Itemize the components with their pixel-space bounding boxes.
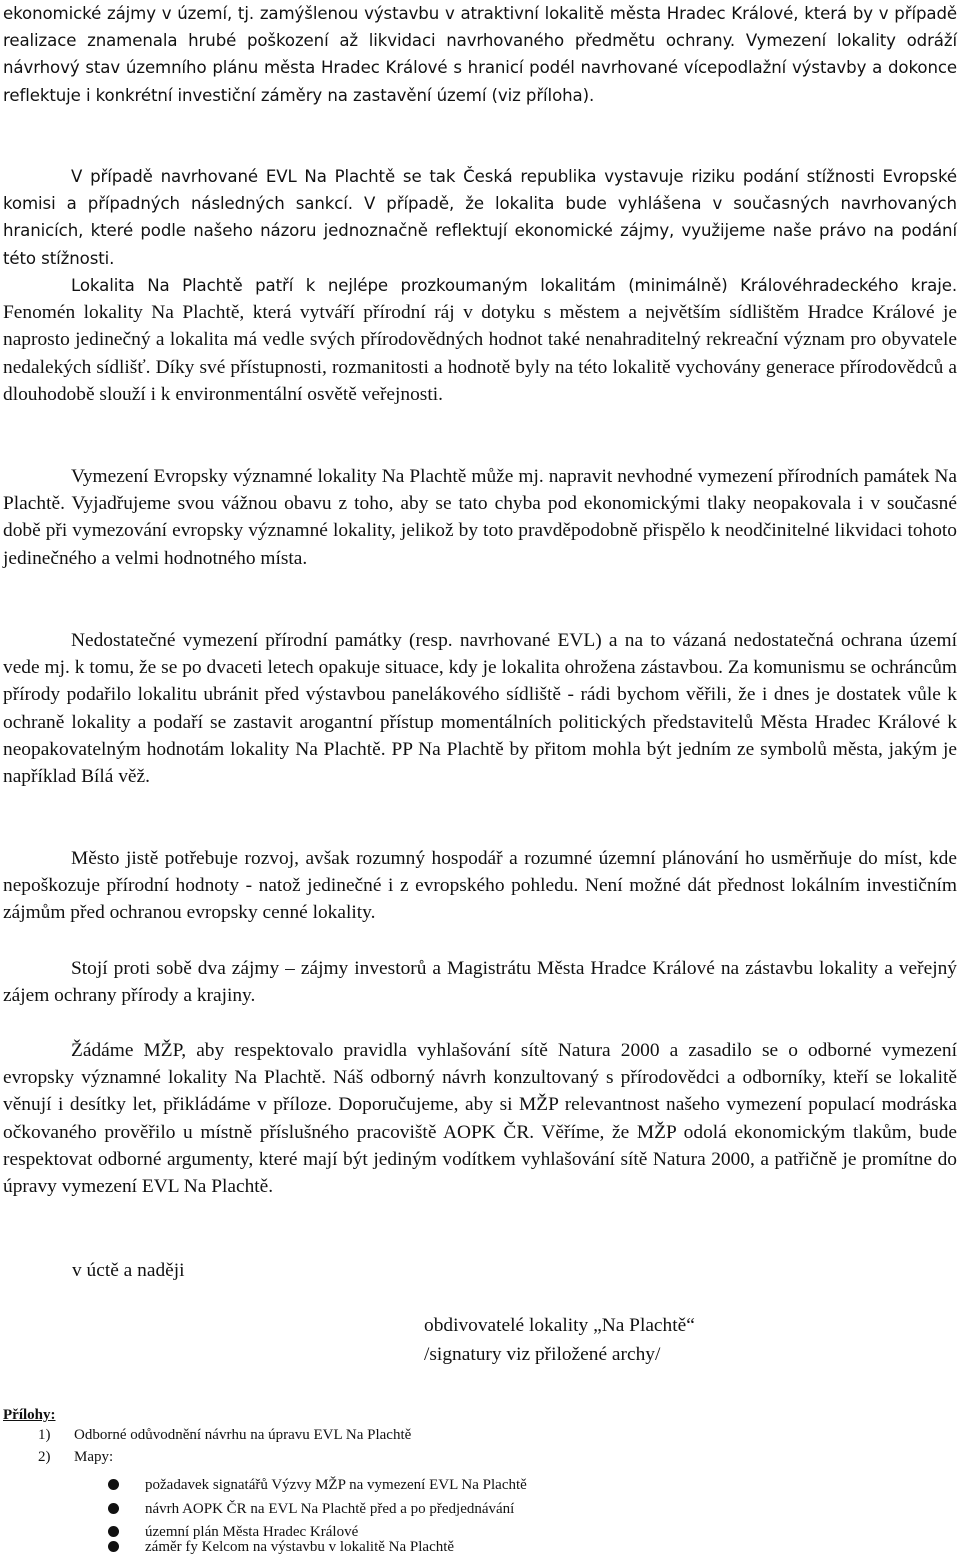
paragraph-economic-interests: ekonomické zájmy v území, tj. zamýšlenou výstavbu v atraktivní lokalitě města Hradec Králové, která by v případě realizace znamenala hrubé poškození až likvidaci navrhovaného předmětu ochrany. Vymezení lokality odráží návrhový stav územního plánu města Hradec Králové s hranicí podél navrhované vícepodlažní výstavby a dokonce reflektuje i konkrétní investiční záměry na zastavění území (viz příloha). [3,4,957,105]
signature-line-1: obdivovatelé lokality „Na Plachtě“ [424,1315,695,1336]
bullet-icon [108,1526,119,1537]
attachments-heading: Přílohy: [3,1407,56,1423]
attachment-item [38,1425,411,1445]
paragraph-complaint-risk [3,163,957,272]
paragraph-city-development: Město jistě potřebuje rozvoj, avšak rozumný hospodář a rozumné územní plánování ho usměrňuje do míst, kde nepoškozuje přírodní hodnoty - natož jedinečné i z evropského pohledu. Není možné dát přednost lokálním investičním zájmům před ochranou evropsky cenné lokality. [3,848,957,924]
paragraph-locality-part2: Fenomén lokality Na Plachtě, která vytváří přírodní ráj v dotyku s městem a největším sídlištěm Hradce Králové je naprosto jedinečný a lokalita má vedle svých přírodovědných hodnot také nenahraditelný rekreační význam pro obyvatele nedalekých sídlišť. Díky své přístupnosti, rozmanitosti a hodnotě byly na této lokalitě vychovány generace přírodovědců a dlouhodobě slouží i k environmentální osvětě veřejnosti. [3,302,957,405]
map-list-item [108,1537,454,1557]
signature-line-2: /signatury viz přiložené archy/ [424,1344,661,1365]
attachment-number: 1) [38,1427,51,1443]
paragraph-insufficient-protection: Nedostatečné vymezení přírodní památky (resp. navrhované EVL) a na to vázaná nedostatečná ochrana území vede mj. k tomu, že se po dvaceti letech opakuje situace, kdy je lokalita ohrožena zástavbou. Za komunismu se ochráncům přírody podařilo lokalitu ubránit před výstavbou panelákového sídliště - rádi bychom věřili, že i dnes je dostatek vůle k ochraně lokality a podaří se zastavit arogantní přístup momentálních politických představitelů Města Hradec Králové k neopakovatelným hodnotám lokality Na Plachtě. PP Na Plachtě by přitom mohla být jedním ze symbolů města, jakým je například Bílá věž. [3,630,957,788]
map-item-label: záměr fy Kelcom na výstavbu v lokalitě Na Plachtě [145,1539,455,1555]
closing-phrase: v úctě a naději [72,1260,185,1281]
attachment-number: 2) [38,1449,51,1465]
paragraph-evl-definition: Vymezení Evropsky významné lokality Na Plachtě může mj. napravit nevhodné vymezení přírodních památek Na Plachtě. Vyjadřujeme svou vážnou obavu z toho, aby se tato chyba pod ekonomickými tlaky neopakovala i v současné době při vymezování evropsky významné lokality, jelikož by toto pravděpodobně přispělo k neodčinitelné likvidaci tohoto jedinečného a velmi hodnotného místa. [3,466,957,569]
attachment-label: Odborné odůvodnění návrhu na úpravu EVL Na Plachtě [74,1427,412,1443]
bullet-icon [108,1479,119,1490]
bullet-icon [108,1541,119,1552]
map-item-label: návrh AOPK ČR na EVL Na Plachtě před a po předjednávání [145,1501,515,1517]
attachment-label: Mapy: [74,1449,114,1465]
paragraph-locality-phenomenon [3,272,957,408]
map-item-label: požadavek signatářů Výzvy MŽP na vymezení EVL Na Plachtě [145,1477,527,1493]
paragraph-request-mzp: Žádáme MŽP, aby respektovalo pravidla vyhlašování sítě Natura 2000 a zasadilo se o odborné vymezení evropsky významné lokality Na Plachtě. Náš odborný návrh konzultovaný s přírodovědci a odborníky, kteří se lokalitě věnují i desítky let, přikládáme v příloze. Doporučujeme, aby si MŽP relevantnost našeho vymezení populací modráska očkovaného prověřilo u místně příslušného pracoviště AOPK ČR. Věříme, že MŽP odolá ekonomickým tlakům, bude respektovat odborné argumenty, které mají být jediným vodítkem vyhlašování sítě Natura 2000, a patřičně je promítne do úpravy vymezení EVL Na Plachtě. [3,1040,957,1198]
paragraph-complaint-risk-part2: V případě, že lokalita bude vyhlášena v současných navrhovaných hranicích, které podle našeho názoru jednoznačně reflektují ekonomické zájmy, využijeme naše právo na podání této stížnosti. [3,194,957,268]
attachment-item [38,1447,113,1467]
map-item-label: územní plán Města Hradec Králové [145,1524,359,1540]
map-list-item [108,1475,527,1495]
bullet-icon [108,1503,119,1514]
paragraph-locality-part1: Lokalita Na Plachtě patří k nejlépe prozkoumaným lokalitám (minimálně) Královéhradeckého kraje. [71,276,957,295]
map-list-item [108,1499,514,1519]
signature-block [424,1311,695,1369]
paragraph-two-interests: Stojí proti sobě dva zájmy – zájmy investorů a Magistrátu Města Hradce Králové na zástavbu lokality a veřejný zájem ochrany přírody a krajiny. [3,958,957,1007]
paragraph-complaint-risk-part1: V případě navrhované EVL Na Plachtě se tak Česká republika vystavuje riziku podání stížnosti Evropské komisi a případných následných sankcí. [3,167,957,214]
